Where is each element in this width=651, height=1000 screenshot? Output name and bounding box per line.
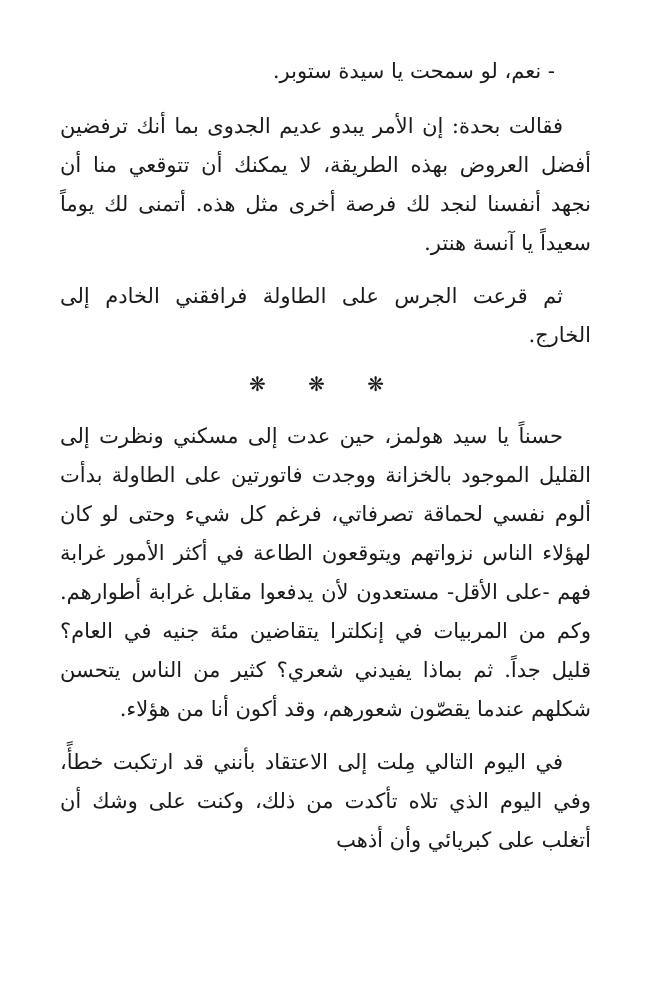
separator-star-icon: ❋ — [367, 372, 402, 396]
paragraph-next-day: في اليوم التالي مِلت إلى الاعتقاد بأنني قد ارتكبت خطأً، وفي اليوم الذي تلاه تأكدت من ذلك، وكنت على وشك أن أتغلب على كبريائي وأن أذهب — [60, 750, 591, 852]
dialogue-line: - نعم، لو سمحت يا سيدة ستوبر. — [272, 59, 555, 83]
section-separator — [60, 369, 591, 399]
paragraph-stoper-reply: فقالت بحدة: إن الأمر يبدو عديم الجدوى بما أنك ترفضين أفضل العروض بهذه الطريقة، لا يمكنك أن تتوقعي منا أن نجهد أنفسنا لنجد لك فرصة أخرى مثل هذه. أتمنى لك يوماً سعيداً يا آنسة هنتر. — [60, 114, 591, 255]
paragraph-bell: ثم قرعت الجرس على الطاولة فرافقني الخادم إلى الخارج. — [60, 284, 591, 347]
book-page — [60, 52, 591, 1000]
separator-star-icon: ❋ — [248, 372, 284, 396]
separator-star-icon: ❋ — [308, 372, 343, 396]
paragraph-return-home: حسناً يا سيد هولمز، حين عدت إلى مسكني ونظرت إلى القليل الموجود بالخزانة ووجدت فاتورتين على الطاولة بدأت ألوم نفسي لحماقة تصرفاتي، فرغم كل شيء وحتى لو كان لهؤلاء الناس نزواتهم ويتوقعون الطاعة في أكثر الأمور غرابة فهم -على الأقل- مستعدون لأن يدفعوا مقابل غرابة أطوارهم. وكم من المربيات في إنكلترا يتقاضين مئة جنيه في العام؟ قليل جداً. ثم بماذا يفيدني شعري؟ كثير من الناس يتحسن شكلهم عندما يقصّون شعورهم، وقد أكون أنا من هؤلاء. — [60, 424, 591, 721]
